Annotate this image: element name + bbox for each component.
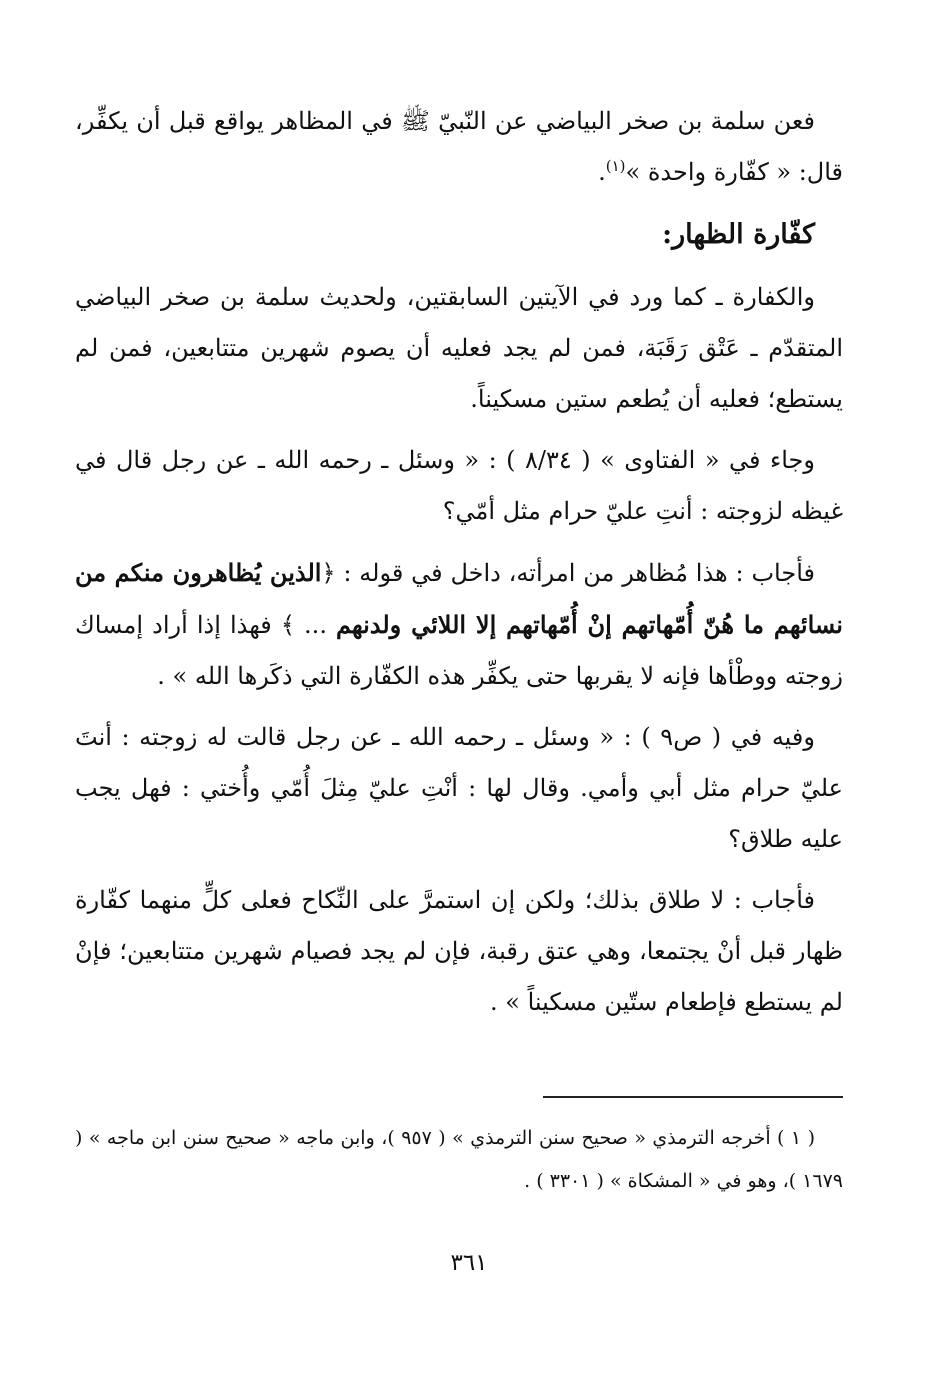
footnotes	[75, 1117, 843, 1203]
paragraph-text: قال: « كفّارة واحدة »	[625, 158, 843, 186]
footnote-divider	[543, 1096, 843, 1098]
paragraph-second-question: وفيه في ( ص٩ ) : « وسئل ـ رحمه الله ـ عن رجل قالت له زوجته : أنتَ عليّ حرام مثل أبي وأمي. وقال لها : أنْتِ عليّ مِثلَ أُمّي وأُختي : فهل يجب عليه طلاق؟	[75, 723, 844, 853]
main-text	[75, 96, 843, 1038]
paragraph-text: فعن سلمة بن صخر البياضي عن النّبيّ ﷺ في المظاهر يواقع قبل أن يكفِّر،	[75, 107, 815, 135]
quran-verse: الذين يُظاهرون منكم من نسائهم ما هُنّ أُمّهاتهم إنْ أُمّهاتهم إلا اللائي ولدنهم	[75, 558, 843, 639]
paragraph-fatawa-answer	[75, 547, 843, 702]
page-number: ٣٦١	[450, 1250, 488, 1276]
paragraph-kaffara: والكفارة ـ كما ورد في الآيتين السابقتين، ولحديث سلمة بن صخر البياضي المتقدّم ـ عَتْق رَقَبَة، فمن لم يجد فعليه أن يصوم شهرين متتابعين، فمن لم يستطع؛ فعليه أن يُطعم ستين مسكيناً.	[75, 283, 843, 413]
paragraph-text: ... ﴾ فهذا إذا أراد إمساك زوجته ووطْأها فإنه لا يقربها حتى يكفِّر هذه الكفّارة التي ذكَرها الله » .	[75, 611, 843, 690]
footnote-reference[interactable]: (١)	[605, 157, 626, 175]
footnote-item: ( ١ ) أخرجه الترمذي « صحيح سنن الترمذي » ( ٩٥٧ )، وابن ماجه « صحيح سنن ابن ماجه » ( ١٦٧٩ )، وهو في « المشكاة » ( ٣٣٠١ ) .	[75, 1127, 843, 1192]
paragraph-second-answer: فأجاب : لا طلاق بذلك؛ ولكن إن استمرَّ على النِّكاح فعلى كلٍّ منهما كفّارة ظهار قبل أنْ يجتمعا، وهي عتق رقبة، فإن لم يجد فصيام شهرين متتابعين؛ فإنْ لم يستطع فإطعام ستّين مسكيناً » .	[75, 886, 843, 1016]
section-heading: كفّارة الظهار:	[662, 219, 815, 250]
paragraph-fatawa-question: وجاء في « الفتاوى » ( ٨/٣٤ ) : « وسئل ـ رحمه الله ـ عن رجل قال في غيظه لزوجته : أنتِ عليّ حرام مثل أمّي؟	[75, 446, 843, 525]
paragraph-salama-hadith	[75, 96, 843, 198]
paragraph-text: .	[598, 158, 606, 186]
paragraph-text: فأجاب : هذا مُظاهر من امرأته، داخل في قوله : ﴿	[321, 559, 815, 587]
